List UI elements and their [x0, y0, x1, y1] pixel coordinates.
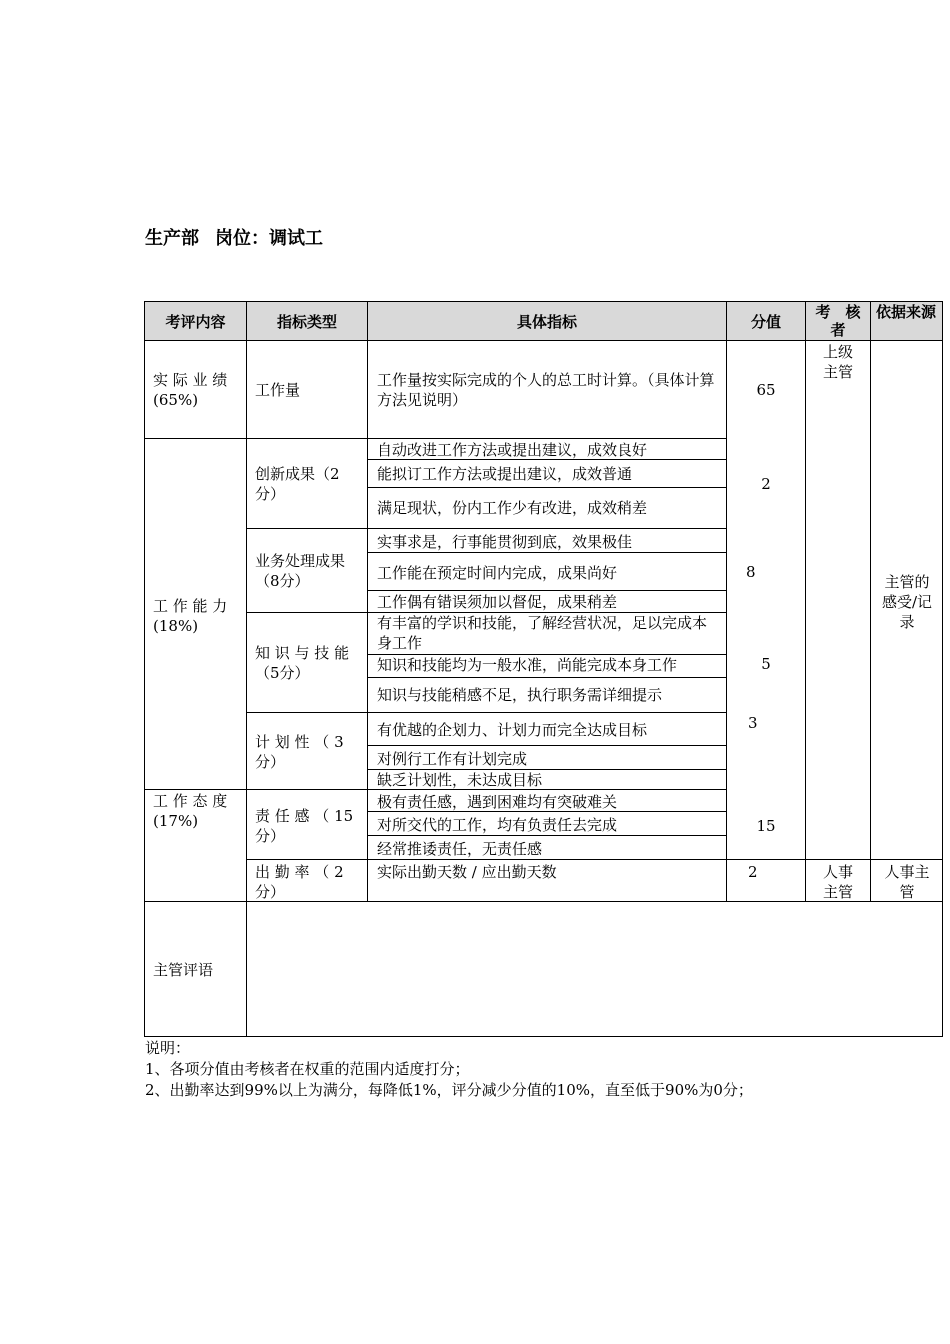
- supervisor-comment-field[interactable]: [248, 903, 941, 1035]
- category-attitude: 工 作 态 度(17%): [153, 792, 228, 830]
- header-type: 指标类型: [276, 313, 337, 331]
- indicator-responsibility-1: 极有责任感，遇到困难均有突破难关: [377, 793, 618, 811]
- indicator-responsibility-3: 经常推诿责任，无责任感: [377, 840, 543, 858]
- indicator-responsibility-2: 对所交代的工作，均有负责任去完成: [377, 816, 618, 834]
- basis-hr: 人事主管: [884, 863, 930, 901]
- type-innovation: 创新成果（2分）: [255, 465, 340, 503]
- indicator-knowledge-3: 知识与技能稍感不足，执行职务需详细提示: [377, 686, 663, 704]
- assessor-supervisor: 上级主管: [822, 343, 853, 381]
- type-business: 业务处理成果（8分）: [255, 552, 346, 590]
- header-indicator: 具体指标: [516, 313, 577, 331]
- indicator-knowledge-1: 有丰富的学识和技能，了解经营状况，足以完成本身工作: [377, 614, 708, 652]
- indicator-innovation-2: 能拟订工作方法或提出建议，成效普通: [377, 465, 633, 483]
- type-workload: 工作量: [255, 381, 301, 399]
- page-heading: [145, 224, 323, 250]
- category-ability: 工 作 能 力(18%): [153, 597, 228, 635]
- score-planning: 3: [748, 714, 758, 732]
- notes-line-2: 2、出勤率达到99%以上为满分，每降低1%，评分减少分值的10%，直至低于90%为0分；: [145, 1081, 753, 1099]
- score-innovation: 2: [761, 475, 771, 493]
- type-attendance: 出 勤 率 （ 2分）: [255, 863, 344, 901]
- assessor-hr: 人事主管: [822, 863, 853, 901]
- supervisor-comment-label: 主管评语: [153, 961, 214, 979]
- header-score: 分值: [750, 313, 781, 331]
- department-title: 生产部: [145, 228, 199, 249]
- type-planning: 计 划 性 （ 3分）: [255, 733, 344, 771]
- score-workload: 65: [756, 381, 776, 399]
- type-responsibility: 责 任 感 （ 15分）: [255, 807, 354, 845]
- header-assessor: 考 核者: [815, 303, 861, 339]
- score-attendance: 2: [748, 863, 758, 881]
- header-content: 考评内容: [165, 313, 226, 331]
- indicator-business-3: 工作偶有错误须加以督促，成果稍差: [377, 593, 618, 611]
- score-business: 8: [746, 563, 756, 581]
- position-title: 岗位：调试工: [215, 228, 323, 249]
- indicator-attendance: 实际出勤天数 / 应出勤天数: [377, 863, 557, 881]
- basis-supervisor: 主管的感受/记录: [881, 573, 933, 631]
- category-performance: 实 际 业 绩(65%): [153, 371, 228, 409]
- notes-line-1: 1、各项分值由考核者在权重的范围内适度打分；: [145, 1060, 470, 1078]
- header-basis: 依据来源: [875, 303, 936, 321]
- indicator-planning-1: 有优越的企划力、计划力而完全达成目标: [377, 721, 648, 739]
- indicator-innovation-1: 自动改进工作方法或提出建议，成效良好: [377, 441, 648, 459]
- indicator-knowledge-2: 知识和技能均为一般水准，尚能完成本身工作: [377, 656, 678, 674]
- indicator-business-1: 实事求是，行事能贯彻到底，效果极佳: [377, 533, 633, 551]
- score-responsibility: 15: [756, 817, 776, 835]
- score-knowledge: 5: [761, 655, 771, 673]
- type-knowledge: 知 识 与 技 能（5分）: [255, 644, 350, 682]
- notes-title: 说明：: [145, 1039, 191, 1057]
- indicator-innovation-3: 满足现状，份内工作少有改进，成效稍差: [377, 499, 648, 517]
- indicator-workload: 工作量按实际完成的个人的总工时计算。（具体计算方法见说明）: [377, 371, 715, 409]
- indicator-business-2: 工作能在预定时间内完成，成果尚好: [377, 564, 618, 582]
- indicator-planning-3: 缺乏计划性，未达成目标: [377, 771, 543, 789]
- indicator-planning-2: 对例行工作有计划完成: [377, 750, 528, 768]
